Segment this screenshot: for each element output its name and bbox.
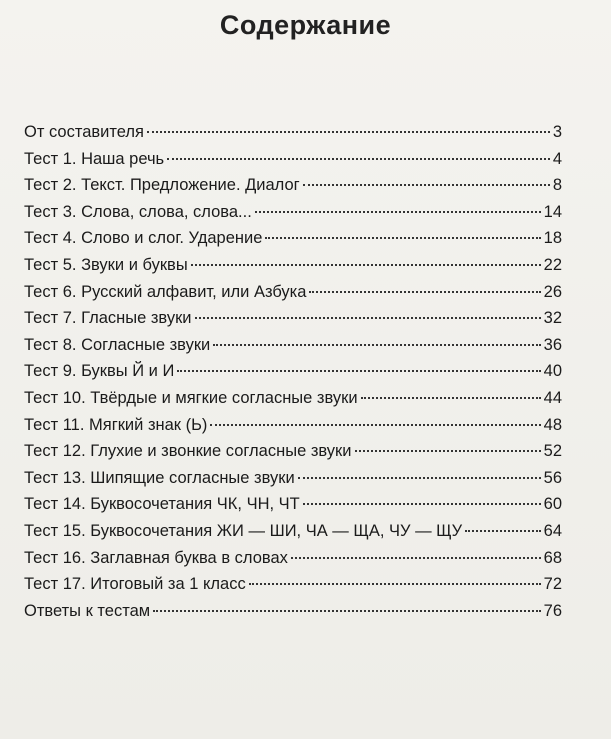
toc-entry-page: 26 <box>543 282 562 301</box>
toc-leader-dots <box>465 530 541 532</box>
toc-entry <box>24 199 562 226</box>
toc-entry <box>24 119 562 146</box>
toc-leader-dots <box>167 158 550 160</box>
toc-entry <box>24 518 562 545</box>
toc-entry-label: Тест 16. Заглавная буква в словах <box>24 548 288 567</box>
toc-entry <box>24 172 562 199</box>
toc-entry-page: 60 <box>543 495 562 514</box>
toc-entry <box>24 598 562 625</box>
toc-entry <box>24 305 562 332</box>
toc-entry-page: 64 <box>543 521 562 540</box>
toc-entry-label: Тест 14. Буквосочетания ЧК, ЧН, ЧТ <box>24 495 300 514</box>
page-title: Содержание <box>219 10 392 40</box>
toc-entry-label: Тест 5. Звуки и буквы <box>24 255 188 274</box>
toc-entry-label: Тест 1. Наша речь <box>24 149 165 168</box>
toc-leader-dots <box>147 131 550 133</box>
toc-entry-label: Тест 7. Гласные звуки <box>24 309 192 328</box>
toc-entry <box>24 279 562 306</box>
toc-leader-dots <box>303 184 550 186</box>
toc-entry-page: 32 <box>543 309 562 328</box>
toc-entry-page: 36 <box>543 335 562 354</box>
toc-entry-page: 4 <box>552 149 562 168</box>
toc-entry <box>24 252 562 279</box>
toc-entry-label: Тест 6. Русский алфавит, или Азбука <box>24 282 307 301</box>
toc-leader-dots <box>249 583 541 585</box>
toc-leader-dots <box>303 503 541 505</box>
toc-entry-page: 8 <box>552 176 562 195</box>
toc-entry-label: Тест 13. Шипящие согласные звуки <box>24 468 295 487</box>
toc-entry-page: 48 <box>543 415 562 434</box>
toc-entry-label: Тест 4. Слово и слог. Ударение <box>24 229 263 248</box>
toc-leader-dots <box>265 237 540 239</box>
toc-entry-page: 14 <box>543 202 562 221</box>
toc-entry-label: Тест 3. Слова, слова, слова... <box>24 202 252 221</box>
toc-entry <box>24 545 562 572</box>
toc-leader-dots <box>177 370 540 372</box>
toc-entry-page: 56 <box>543 468 562 487</box>
toc-entry-label: Тест 12. Глухие и звонкие согласные звуки <box>24 442 352 461</box>
table-of-contents <box>24 119 562 624</box>
toc-entry-label: Ответы к тестам <box>24 601 151 620</box>
toc-entry-label: Тест 10. Твёрдые и мягкие согласные звуки <box>24 388 358 407</box>
toc-entry <box>24 438 562 465</box>
toc-entry-label: Тест 17. Итоговый за 1 класс <box>24 575 246 594</box>
toc-leader-dots <box>255 211 541 213</box>
toc-entry-label: От составителя <box>24 123 144 141</box>
toc-entry-page: 3 <box>552 123 562 141</box>
toc-leader-dots <box>195 317 541 319</box>
toc-entry <box>24 571 562 598</box>
toc-leader-dots <box>298 477 541 479</box>
toc-entry <box>24 491 562 518</box>
toc-entry-page: 18 <box>543 229 562 248</box>
toc-entry <box>24 385 562 412</box>
toc-entry-page: 44 <box>543 388 562 407</box>
toc-entry-page: 22 <box>543 255 562 274</box>
toc-entry <box>24 358 562 385</box>
toc-entry-label: Тест 15. Буквосочетания ЖИ — ШИ, ЧА — ЩА, ЧУ — ЩУ <box>24 521 463 540</box>
toc-entry-label: Тест 2. Текст. Предложение. Диалог <box>24 176 300 195</box>
toc-leader-dots <box>291 557 541 559</box>
toc-entry-label: Тест 11. Мягкий знак (Ь) <box>24 415 208 434</box>
toc-entry <box>24 146 562 173</box>
toc-leader-dots <box>213 344 540 346</box>
toc-entry-page: 76 <box>543 601 562 620</box>
toc-entry-page: 52 <box>543 442 562 461</box>
toc-entry-page: 72 <box>543 575 562 594</box>
toc-leader-dots <box>309 291 540 293</box>
toc-entry <box>24 465 562 492</box>
toc-entry-label: Тест 9. Буквы Й и И <box>24 362 175 381</box>
toc-leader-dots <box>361 397 541 399</box>
toc-entry <box>24 225 562 252</box>
toc-leader-dots <box>210 424 540 426</box>
toc-entry <box>24 412 562 439</box>
toc-leader-dots <box>355 450 541 452</box>
toc-entry-page: 40 <box>543 362 562 381</box>
toc-entry-label: Тест 8. Согласные звуки <box>24 335 211 354</box>
toc-leader-dots <box>191 264 541 266</box>
toc-entry <box>24 332 562 359</box>
toc-entry-page: 68 <box>543 548 562 567</box>
toc-leader-dots <box>153 610 541 612</box>
